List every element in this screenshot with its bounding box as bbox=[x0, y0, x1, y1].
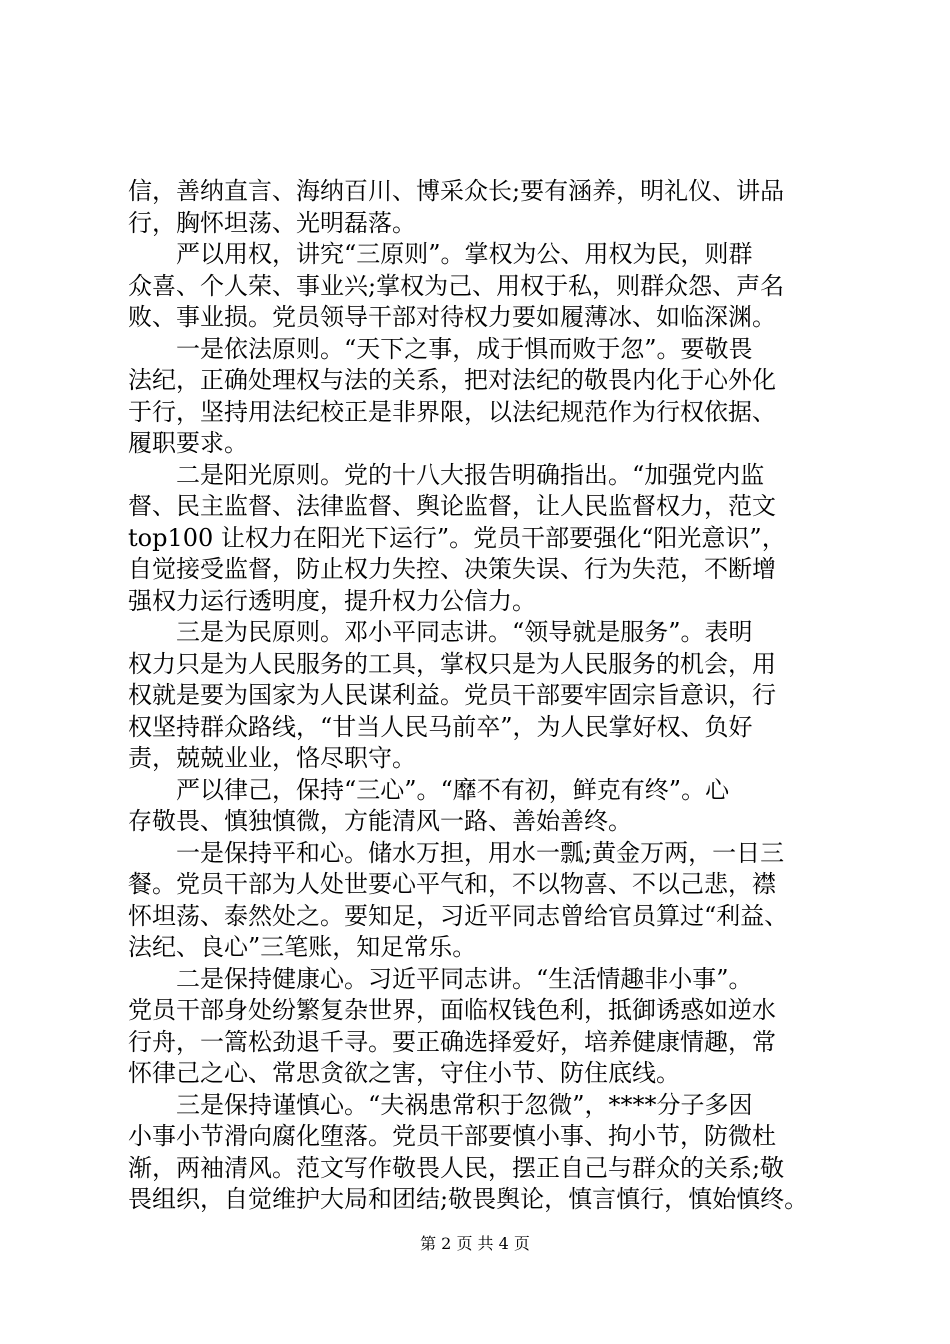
text-line: 信，善纳直言、海纳百川、博采众长;要有涵养，明礼仪、讲品 bbox=[128, 177, 785, 205]
text-line: 畏组织，自觉维护大局和团结;敬畏舆论，慎言慎行，慎始慎终。 bbox=[128, 1185, 809, 1213]
body-text bbox=[128, 176, 840, 1216]
text-line: 怀律己之心、常思贪欲之害，守住小节、防住底线。 bbox=[128, 1059, 680, 1087]
text-line: 权坚持群众路线，“甘当人民马前卒”，为人民掌好权、负好 bbox=[128, 712, 753, 741]
text-line: 权就是要为国家为人民谋利益。党员干部要牢固宗旨意识，行 bbox=[128, 681, 776, 709]
text-line: 法纪，正确处理权与法的关系，把对法纪的敬畏内化于心外化 bbox=[128, 366, 776, 394]
text-line: 怀坦荡、泰然处之。要知足，习近平同志曾给官员算过“利益、 bbox=[128, 901, 789, 930]
text-line: 众喜、个人荣、事业兴;掌权为己、用权于私，则群众怨、声名 bbox=[128, 271, 785, 300]
text-line: 行舟，一篙松劲退千寻。要正确选择爱好，培养健康情趣，常 bbox=[128, 1027, 776, 1056]
text-line: 党员干部身处纷繁复杂世界，面临权钱色利，抵御诱惑如逆水 bbox=[128, 996, 776, 1024]
text-line: 存敬畏、慎独慎微，方能清风一路、善始善终。 bbox=[128, 807, 632, 835]
text-line: 渐，两袖清风。范文写作敬畏人民，摆正自己与群众的关系;敬 bbox=[128, 1153, 785, 1182]
text-line: 二是保持健康心。习近平同志讲。“生活情趣非小事”。 bbox=[128, 964, 753, 993]
text-line: 法纪、良心”三笔账，知足常乐。 bbox=[128, 933, 477, 961]
text-line: 严以律己，保持“三心”。“靡不有初，鲜克有终”。心 bbox=[128, 775, 730, 804]
text-line: 于行，坚持用法纪校正是非界限，以法纪规范作为行权依据、 bbox=[128, 397, 776, 426]
text-line: 强权力运行透明度，提升权力公信力。 bbox=[128, 586, 536, 615]
text-line: 严以用权，讲究“三原则”。掌权为公、用权为民，则群 bbox=[128, 240, 753, 268]
text-line: 权力只是为人民服务的工具，掌权只是为人民服务的机会，用 bbox=[128, 649, 776, 678]
text-line: 小事小节滑向腐化堕落。党员干部要慎小事、拘小节，防微杜 bbox=[128, 1122, 776, 1150]
text-line: 行，胸怀坦荡、光明磊落。 bbox=[128, 208, 416, 237]
text-line: 一是保持平和心。储水万担，用水一瓢;黄金万两，一日三 bbox=[128, 838, 785, 867]
text-line: 督、民主监督、法律监督、舆论监督，让人民监督权力，范文 bbox=[128, 492, 776, 520]
text-line: 三是为民原则。邓小平同志讲。“领导就是服务”。表明 bbox=[128, 618, 753, 646]
text-line: 自觉接受监督，防止权力失控、决策失误、行为失范，不断增 bbox=[128, 555, 776, 583]
text-line: 餐。党员干部为人处世要心平气和，不以物喜、不以己悲，襟 bbox=[128, 870, 776, 898]
text-line: top100 让权力在阳光下运行”。党员干部要强化“阳光意识”， bbox=[128, 523, 786, 552]
text-line: 一是依法原则。“天下之事，成于惧而败于忽”。要敬畏 bbox=[128, 334, 753, 363]
text-line: 履职要求。 bbox=[128, 429, 248, 457]
text-line: 二是阳光原则。党的十八大报告明确指出。“加强党内监 bbox=[128, 460, 765, 489]
text-line: 败、事业损。党员领导干部对待权力要如履薄冰、如临深渊。 bbox=[128, 303, 776, 331]
text-line: 三是保持谨慎心。“夫祸患常积于忽微”，****分子多因 bbox=[128, 1090, 753, 1119]
page-footer: 第 2 页 共 4 页 bbox=[420, 1234, 530, 1253]
text-line: 责，兢兢业业，恪尽职守。 bbox=[128, 744, 416, 772]
